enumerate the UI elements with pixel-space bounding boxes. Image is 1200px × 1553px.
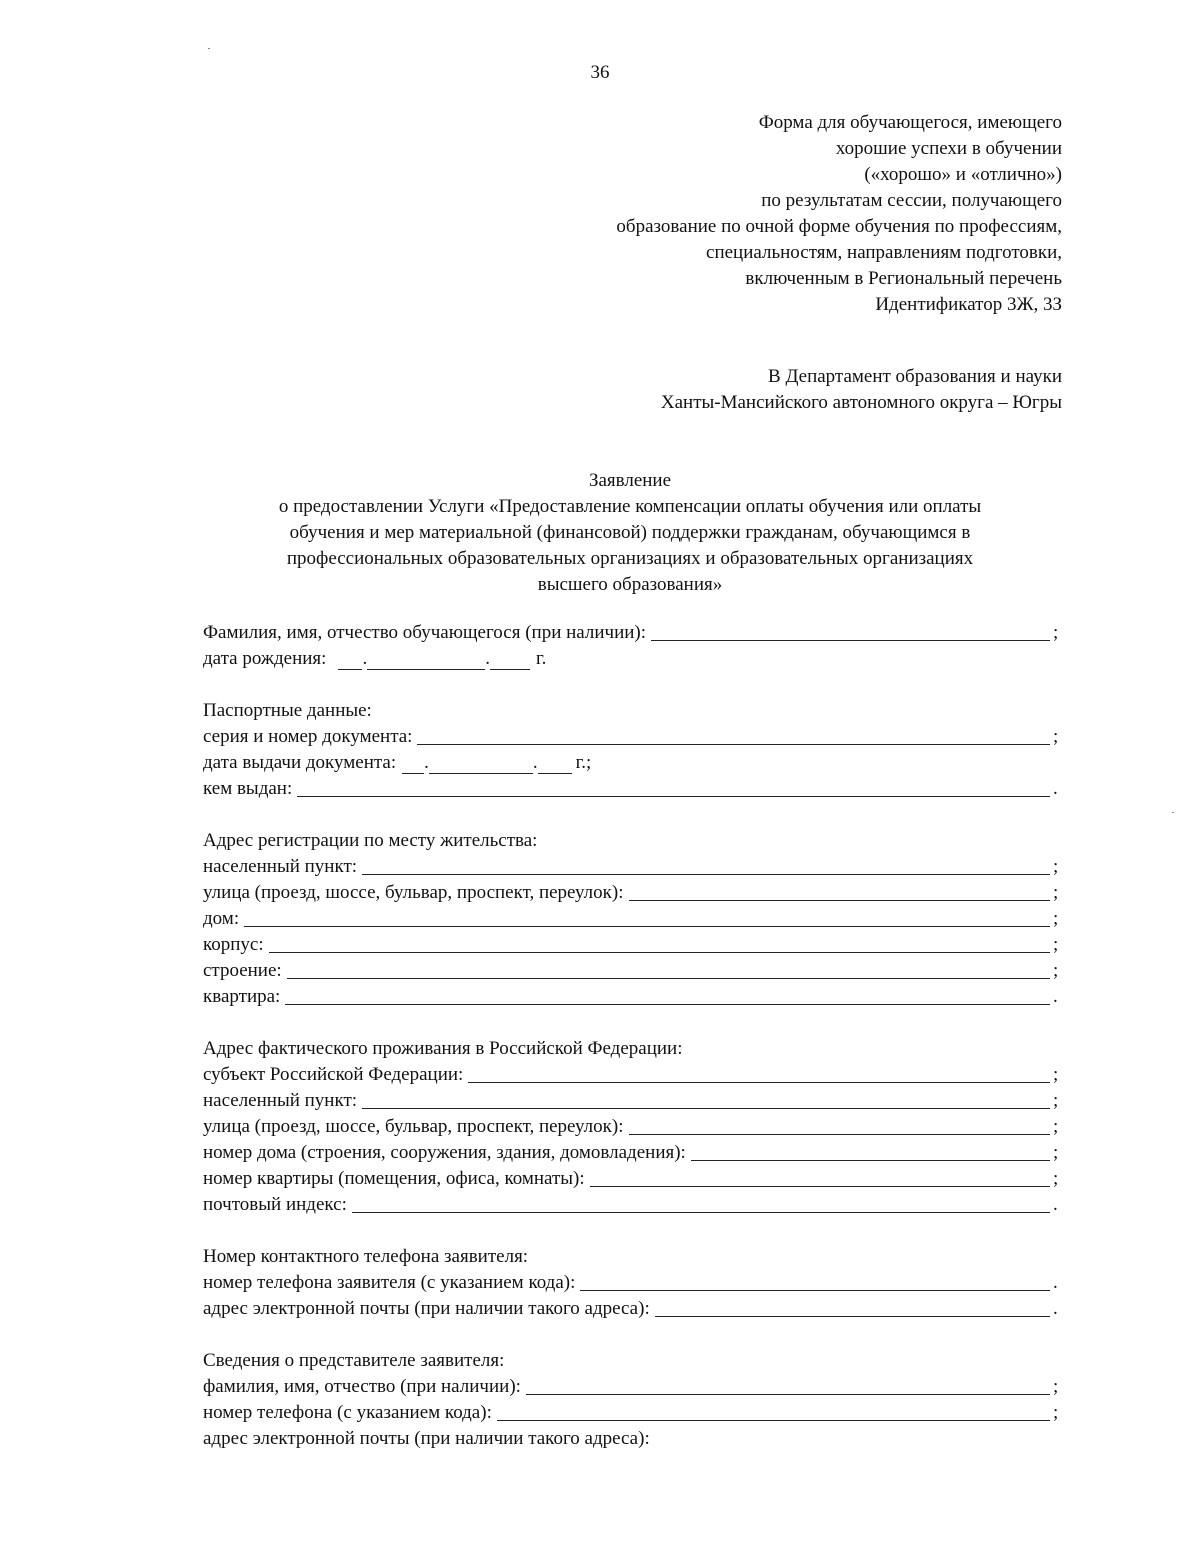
field-label: улица (проезд, шоссе, бульвар, проспект, переулок): — [203, 1116, 624, 1137]
field-label: Фамилия, имя, отчество обучающегося (при наличии): — [203, 622, 647, 643]
day-blank[interactable] — [338, 651, 362, 670]
form-note-line: хорошие успехи в обучении — [835, 138, 1062, 159]
application-form — [203, 618, 1063, 1450]
year-blank[interactable] — [490, 651, 530, 670]
fill-line[interactable] — [352, 1194, 1050, 1213]
form-note-line: специальностям, направлениям подготовки, — [706, 242, 1062, 263]
month-blank[interactable] — [367, 651, 485, 670]
field-reg-locality: населенный пункт: ; — [203, 856, 1059, 877]
field-label: населенный пункт: — [203, 1090, 358, 1111]
year-suffix: г. — [535, 648, 547, 669]
title-line: высшего образования» — [537, 574, 723, 595]
field-label: субъект Российской Федерации: — [203, 1064, 464, 1085]
form-note-line: включенным в Региональный перечень — [745, 268, 1062, 289]
fill-line[interactable] — [497, 1402, 1050, 1421]
field-label: номер телефона заявителя (с указанием кода): — [203, 1272, 576, 1293]
field-label: серия и номер документа: — [203, 726, 413, 747]
fill-line[interactable] — [526, 1376, 1050, 1395]
field-label: строение: — [203, 960, 282, 981]
form-note-line: образование по очной форме обучения по профессиям, — [616, 216, 1062, 237]
fill-line[interactable] — [244, 908, 1050, 927]
document-title — [200, 468, 1060, 598]
field-label: адрес электронной почты (при наличии такого адреса): — [203, 1298, 650, 1319]
fill-line[interactable] — [417, 726, 1050, 745]
field-label: номер телефона (с указанием кода): — [203, 1402, 492, 1423]
year-suffix: г.; — [575, 752, 592, 773]
field-label: улица (проезд, шоссе, бульвар, проспект, переулок): — [203, 882, 624, 903]
section-heading: Номер контактного телефона заявителя: — [203, 1246, 529, 1267]
day-blank[interactable] — [402, 755, 424, 774]
field-student-fio: Фамилия, имя, отчество обучающегося (при наличии): ; — [203, 622, 1059, 643]
field-act-house: номер дома (строения, сооружения, здания, домовладения): ; — [203, 1142, 1059, 1163]
form-note — [616, 110, 1062, 318]
fill-line[interactable] — [287, 960, 1050, 979]
addressee-line: В Департамент образования и науки — [768, 366, 1062, 387]
fill-line[interactable] — [580, 1272, 1050, 1291]
field-rep-email — [203, 1424, 1063, 1450]
addressee-line: Ханты-Мансийского автономного округа – Югры — [660, 392, 1062, 413]
field-reg-building: корпус: ; — [203, 934, 1059, 955]
field-contact-email: адрес электронной почты (при наличии такого адреса): . — [203, 1298, 1058, 1319]
field-label: дата выдачи документа: — [203, 752, 397, 773]
scan-speck — [208, 48, 210, 49]
field-contact-phone: номер телефона заявителя (с указанием кода): . — [203, 1272, 1058, 1293]
section-heading: Паспортные данные: — [203, 700, 372, 721]
field-reg-street: улица (проезд, шоссе, бульвар, проспект, переулок): ; — [203, 882, 1059, 903]
form-note-line: по результатам сессии, получающего — [761, 190, 1062, 211]
field-issued-by: кем выдан: . — [203, 778, 1058, 799]
field-label: фамилия, имя, отчество (при наличии): — [203, 1376, 521, 1397]
field-passport-issue-date: дата выдачи документа: . . г.; — [203, 752, 592, 773]
field-act-street: улица (проезд, шоссе, бульвар, проспект, переулок): ; — [203, 1116, 1059, 1137]
title-line: профессиональных образовательных организациях и образовательных организациях — [286, 548, 974, 569]
fill-line[interactable] — [297, 778, 1050, 797]
form-note-line: («хорошо» и «отлично») — [864, 164, 1062, 185]
year-blank[interactable] — [538, 755, 572, 774]
field-label: населенный пункт: — [203, 856, 358, 877]
field-label: квартира: — [203, 986, 281, 1007]
title-heading: Заявление — [588, 470, 672, 491]
field-act-apartment: номер квартиры (помещения, офиса, комнаты): ; — [203, 1168, 1059, 1189]
title-line: обучения и мер материальной (финансовой) поддержки гражданам, обучающимся в — [289, 522, 971, 543]
month-blank[interactable] — [429, 755, 533, 774]
fill-line[interactable] — [651, 622, 1050, 641]
field-label: номер дома (строения, сооружения, здания, домовладения): — [203, 1142, 686, 1163]
field-rep-fio: фамилия, имя, отчество (при наличии): ; — [203, 1376, 1059, 1397]
section-heading: Адрес регистрации по месту жительства: — [203, 830, 538, 851]
form-note-line: Форма для обучающегося, имеющего — [758, 112, 1062, 133]
field-act-subject: субъект Российской Федерации: ; — [203, 1064, 1059, 1085]
fill-line[interactable] — [590, 1168, 1050, 1187]
field-birth-date: дата рождения: . . г. — [203, 648, 547, 669]
field-rep-phone: номер телефона (с указанием кода): ; — [203, 1402, 1059, 1423]
fill-line[interactable] — [362, 1090, 1050, 1109]
addressee — [661, 364, 1062, 416]
field-reg-structure: строение: ; — [203, 960, 1059, 981]
field-label: дом: — [203, 908, 240, 929]
title-line: о предоставлении Услуги «Предоставление компенсации оплаты обучения или оплаты — [278, 496, 982, 517]
field-act-locality: населенный пункт: ; — [203, 1090, 1059, 1111]
fill-line[interactable] — [629, 882, 1050, 901]
page-number: 36 — [590, 62, 610, 83]
fill-line[interactable] — [468, 1064, 1050, 1083]
section-heading: Адрес фактического проживания в Российской Федерации: — [203, 1038, 683, 1059]
field-label: почтовый индекс: — [203, 1194, 347, 1215]
field-passport-number: серия и номер документа: ; — [203, 726, 1059, 747]
field-label: номер квартиры (помещения, офиса, комнаты): — [203, 1168, 585, 1189]
fill-line[interactable] — [269, 934, 1050, 953]
fill-line[interactable] — [655, 1298, 1050, 1317]
field-reg-house: дом: ; — [203, 908, 1059, 929]
fill-line[interactable] — [629, 1116, 1050, 1135]
section-heading: Сведения о представителе заявителя: — [203, 1350, 505, 1371]
field-label: адрес электронной почты (при наличии такого адреса): — [203, 1428, 650, 1449]
fill-line[interactable] — [285, 986, 1050, 1005]
field-label: дата рождения: — [203, 648, 327, 669]
fill-line[interactable] — [362, 856, 1050, 875]
form-note-line: Идентификатор 3Ж, 3З — [875, 294, 1062, 315]
fill-line[interactable] — [691, 1142, 1050, 1161]
field-label: кем выдан: — [203, 778, 293, 799]
scan-speck — [1172, 812, 1174, 813]
field-act-postcode: почтовый индекс: . — [203, 1194, 1058, 1215]
field-label: корпус: — [203, 934, 264, 955]
field-reg-apartment: квартира: . — [203, 986, 1058, 1007]
